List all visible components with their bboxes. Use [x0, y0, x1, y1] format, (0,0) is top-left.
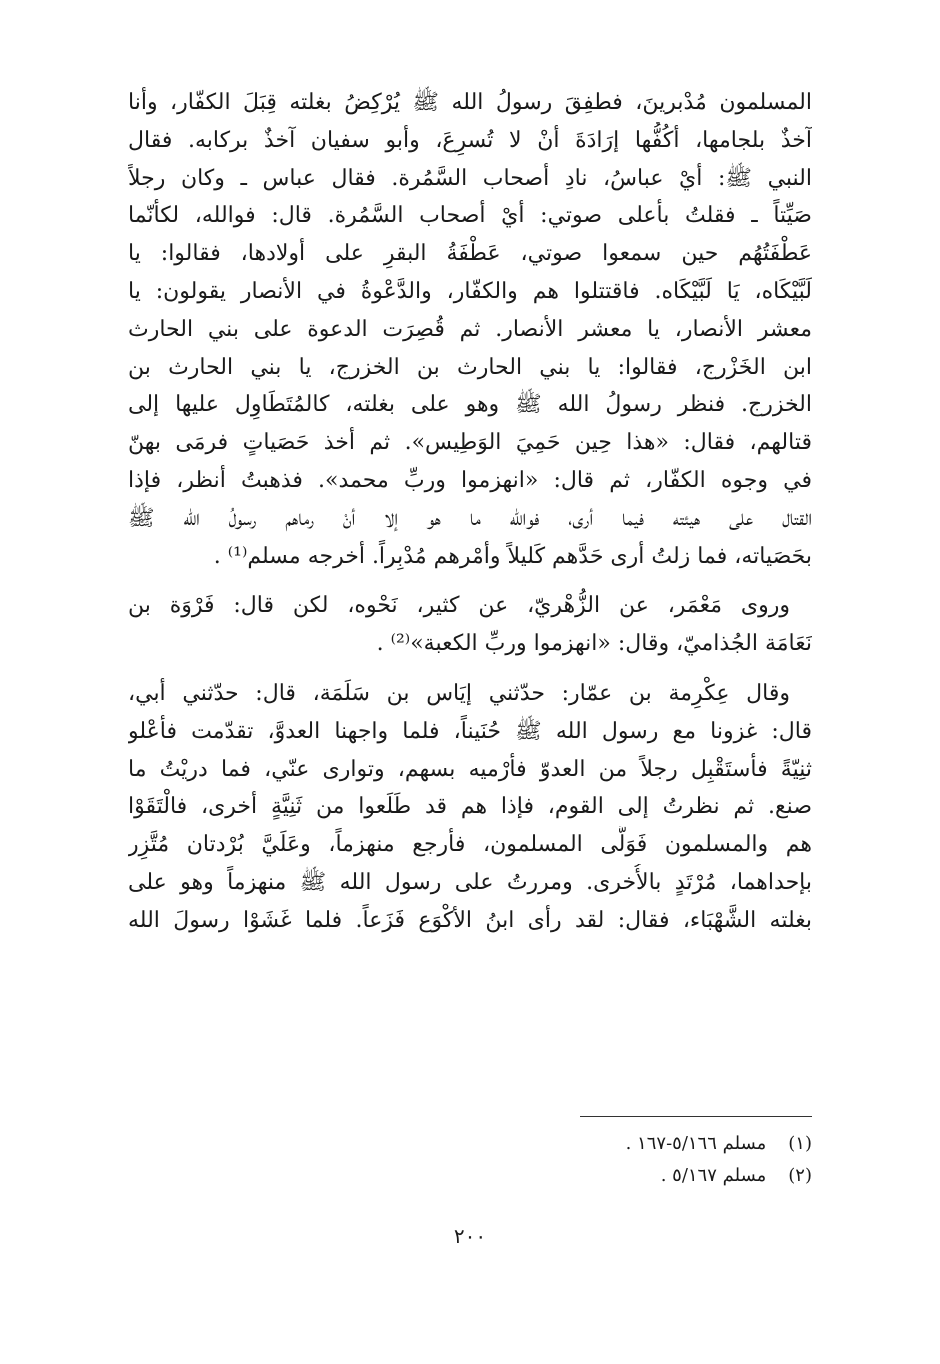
main-text	[128, 84, 812, 940]
text-line: نَعَامَة الجُذاميّ، وقال: «انهزموا وربِّ الكعبة»⁽²⁾ .	[376, 631, 812, 657]
footnote-text: مسلم ٥/١٦٧ .	[660, 1165, 767, 1186]
footnote-separator	[580, 1116, 812, 1117]
paragraph	[128, 84, 812, 575]
paragraph	[128, 675, 812, 940]
text-line: عَطْفَتُهُم حين سمعوا صوتي، عَطْفَةُ البقرِ على أولادها، فقالوا: يا	[128, 241, 812, 267]
text-line: هم والمسلمون فَوَلَّى المسلمون، فأرجع منهزماً، وعَلَيَّ بُرْدتان مُتَّزِر	[128, 832, 812, 858]
text-line: صنع. ثم نظرتُ إلى القوم، فإذا هم قد طَلَعوا من ثَنِيَّةٍ أخرى، فالْتَقَوْا	[128, 794, 812, 820]
page-number: ٢٠٠	[453, 1224, 487, 1248]
text-line: المسلمون مُدْبرينَ، فطفِقَ رسولُ الله ﷺ يُرْكِضُ بغلته قِبَلَ الكفّار، وأنا	[128, 90, 812, 115]
text-line: الخزرج. فنظر رسولُ الله ﷺ وهو على بغلته، كالمُتَطَاوِل عليها إلى	[128, 392, 812, 418]
text-line: بإحداهما، مُرْتَدٍ بالأُخرى. ومررتُ على رسول الله ﷺ منهزماً وهو على	[128, 869, 812, 895]
text-line: قتالهم، فقال: «هذا حِين حَمِيَ الوَطِيس». ثم أخذ حَصَياتٍ فرمَى بهنّ	[128, 430, 812, 456]
text-line: معشر الأنصار، يا معشر الأنصار. ثم قُصِرَت الدعوة على بني الحارث	[128, 316, 812, 342]
text-line: لَبَّيْكَاه، يَا لَبَّيْكَاه. فاقتتلوا هم والكفّار، والدَّعْوةُ في الأنصار يقولون: يا	[128, 278, 812, 304]
footnotes	[412, 1128, 812, 1192]
text-line: آخذٌ بلجامها، أكُفُّها إرَادَةَ أنْ لا تُسرِعَ، وأبو سفيان آخذٌ بركابه. فقال	[128, 127, 812, 153]
footnote-item	[412, 1128, 812, 1160]
text-line: بحَصَياته، فما زلتُ أرى حَدَّهم كَليلاً وأمْرهم مُدْبِراً. أخرجه مسلم⁽¹⁾ .	[213, 543, 812, 569]
footnote-item	[412, 1160, 812, 1192]
text-line: في وجوه الكفّار، ثم قال: «انهزموا وربِّ محمد». فذهبتُ أنظر، فإذا	[128, 467, 812, 493]
text-line: ابن الخَزْرج، فقالوا: يا بني الحارث بن الخزرج، يا بني الحارث بن	[128, 354, 812, 380]
footnote-number: (١)	[788, 1133, 812, 1154]
text-line: قال: غزونا مع رسول الله ﷺ حُنَيناً، فلما واجهنا العدوَّ، تقدّمت فأعْلو	[128, 718, 812, 744]
paragraph	[128, 587, 812, 663]
footnote-number: (٢)	[788, 1165, 812, 1186]
text-line: بغلته الشَّهْبَاء، فقال: لقد رأى ابنُ الأكْوَع فَزَعاً. فلما غَشَوْا رسولَ الله	[128, 907, 812, 933]
text-line: ثنِيّةً فأستَقْبِل رجلاً من العدوّ فأرْميه بسهم، وتوارى عنّي، فما دريْتُ ما	[128, 756, 812, 782]
text-line: وروى مَعْمَر، عن الزُّهْريّ، عن كثير، نَحْوه، لكن قال: فَرْوَة بن	[128, 593, 790, 619]
text-line: وقال عِكْرِمة بن عمّار: حدّثني إيَاس بن سَلَمَة، قال: حدّثني أبي،	[128, 680, 790, 706]
text-line: النبي ﷺ: أيْ عباسُ، نادِ أصحاب السَّمُرة. فقال عباس ـ وكان رجلاً	[128, 165, 812, 191]
footnote-text: مسلم ٥/١٦٦-١٦٧ .	[625, 1133, 767, 1154]
text-line: صَيِّتاً ـ فقلتُ بأعلى صوتي: أيْ أصحاب السَّمُرة. قال: فوالله، لكأنّما	[128, 203, 812, 229]
text-line: القتال على هيئته فيما أرى، فوالله ما هو إلا أنْ رماهم رسولُ الله ﷺ	[128, 505, 812, 531]
